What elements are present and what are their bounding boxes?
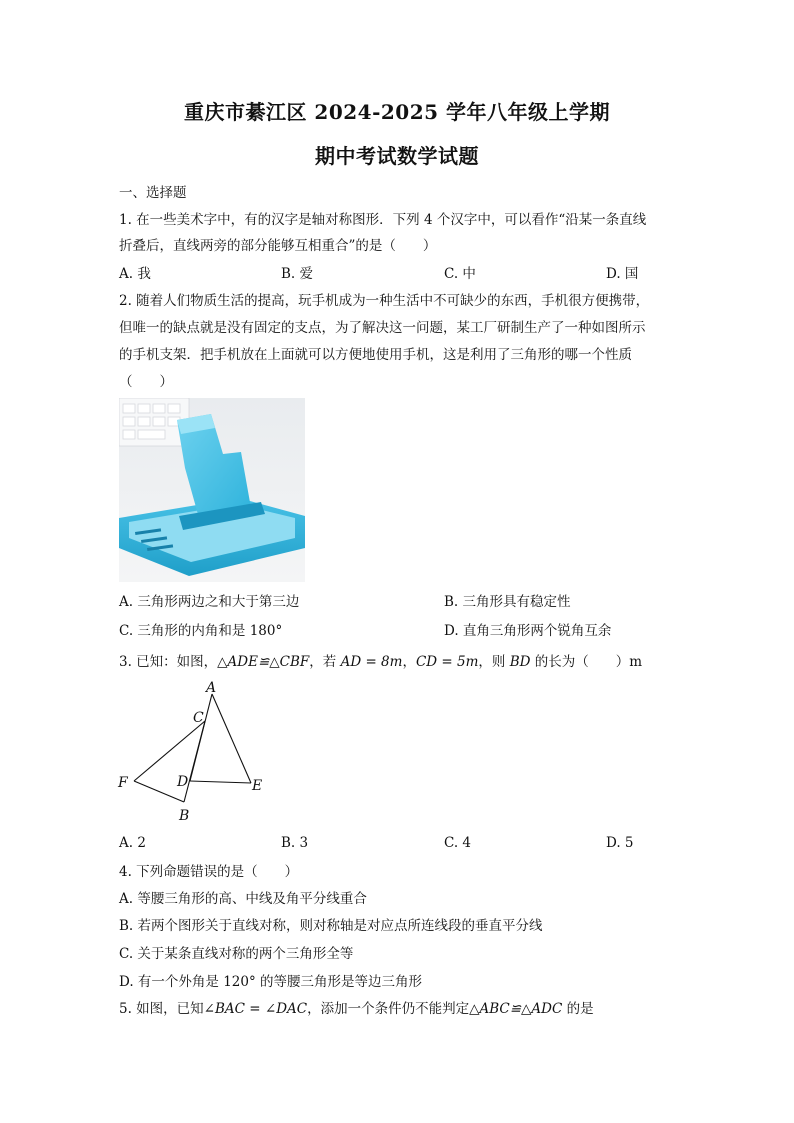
q1-stem-line2: 折叠后，直线两旁的部分能够互相重合”的是（ ）: [119, 238, 437, 254]
label-f: F: [118, 775, 128, 791]
q3-option-c: C. 4: [444, 835, 472, 851]
label-a: A: [206, 680, 217, 696]
q2-option-d: D. 直角三角形两个锐角互余: [444, 623, 612, 639]
q4-stem: 4. 下列命题错误的是（ ）: [119, 864, 299, 880]
q5-congruence: △ABC≌△ADC: [469, 1001, 563, 1017]
q3-stem: 3. 已知：如图，△ADE≌△CBF，若 AD = 8m，CD = 5m，则 BD 的长为（ ）m: [119, 654, 643, 670]
q3-congruence: △ADE≌△CBF: [217, 654, 310, 670]
q3-cd-length: CD = 5m: [415, 654, 479, 670]
q1-option-d: D. 国: [606, 266, 639, 282]
q2-stem-line1: 2. 随着人们物质生活的提高，玩手机成为一种生活中不可缺少的东西，手机很方便携带，: [119, 293, 650, 309]
q5-stem: 5. 如图，已知∠BAC = ∠DAC，添加一个条件仍不能判定△ABC≌△ADC 的是: [119, 1001, 594, 1017]
q2-stem-line3: 的手机支架．把手机放在上面就可以方便地使用手机，这是利用了三角形的哪一个性质: [119, 347, 632, 363]
label-c: C: [193, 710, 204, 726]
q4-option-a: A. 等腰三角形的高、中线及角平分线重合: [119, 891, 367, 907]
q3-triangle-figure: [112, 678, 282, 832]
q4-option-d: D. 有一个外角是 120° 的等腰三角形是等边三角形: [119, 974, 423, 990]
q3-option-a: A. 2: [119, 835, 146, 851]
phone-stand-photo: [119, 398, 305, 582]
q5-angles: ∠BAC = ∠DAC: [203, 1001, 308, 1017]
q3-ad-length: AD = 8m: [340, 654, 403, 670]
q2-stem-line4: （ ）: [119, 374, 173, 390]
q2-option-a: A. 三角形两边之和大于第三边: [119, 594, 300, 610]
q3-option-d: D. 5: [606, 835, 634, 851]
section-heading: 一、选择题: [119, 185, 187, 201]
q1-option-b: B. 爱: [281, 266, 314, 282]
q3-bd: BD: [509, 654, 531, 670]
q2-stem-line2: 但唯一的缺点就是没有固定的支点，为了解决这一问题，某工厂研制生产了一种如图所示: [119, 320, 646, 336]
q2-option-c: C. 三角形的内角和是 180°: [119, 623, 283, 639]
label-e: E: [252, 778, 263, 794]
q3-option-b: B. 3: [281, 835, 309, 851]
q4-option-b: B. 若两个图形关于直线对称，则对称轴是对应点所连线段的垂直平分线: [119, 918, 543, 934]
q1-stem-line1: 1. 在一些美术字中，有的汉字是轴对称图形．下列 4 个汉字中，可以看作“沿某一条直线: [119, 212, 647, 228]
exam-title-line1: 重庆市綦江区 2024-2025 学年八年级上学期: [183, 100, 611, 124]
label-d: D: [177, 774, 189, 790]
q2-option-b: B. 三角形具有稳定性: [444, 594, 571, 610]
q4-option-c: C. 关于某条直线对称的两个三角形全等: [119, 946, 354, 962]
q1-option-a: A. 我: [119, 266, 151, 282]
q1-option-c: C. 中: [444, 266, 476, 282]
exam-title-line2: 期中考试数学试题: [315, 144, 479, 168]
label-b: B: [179, 808, 190, 824]
